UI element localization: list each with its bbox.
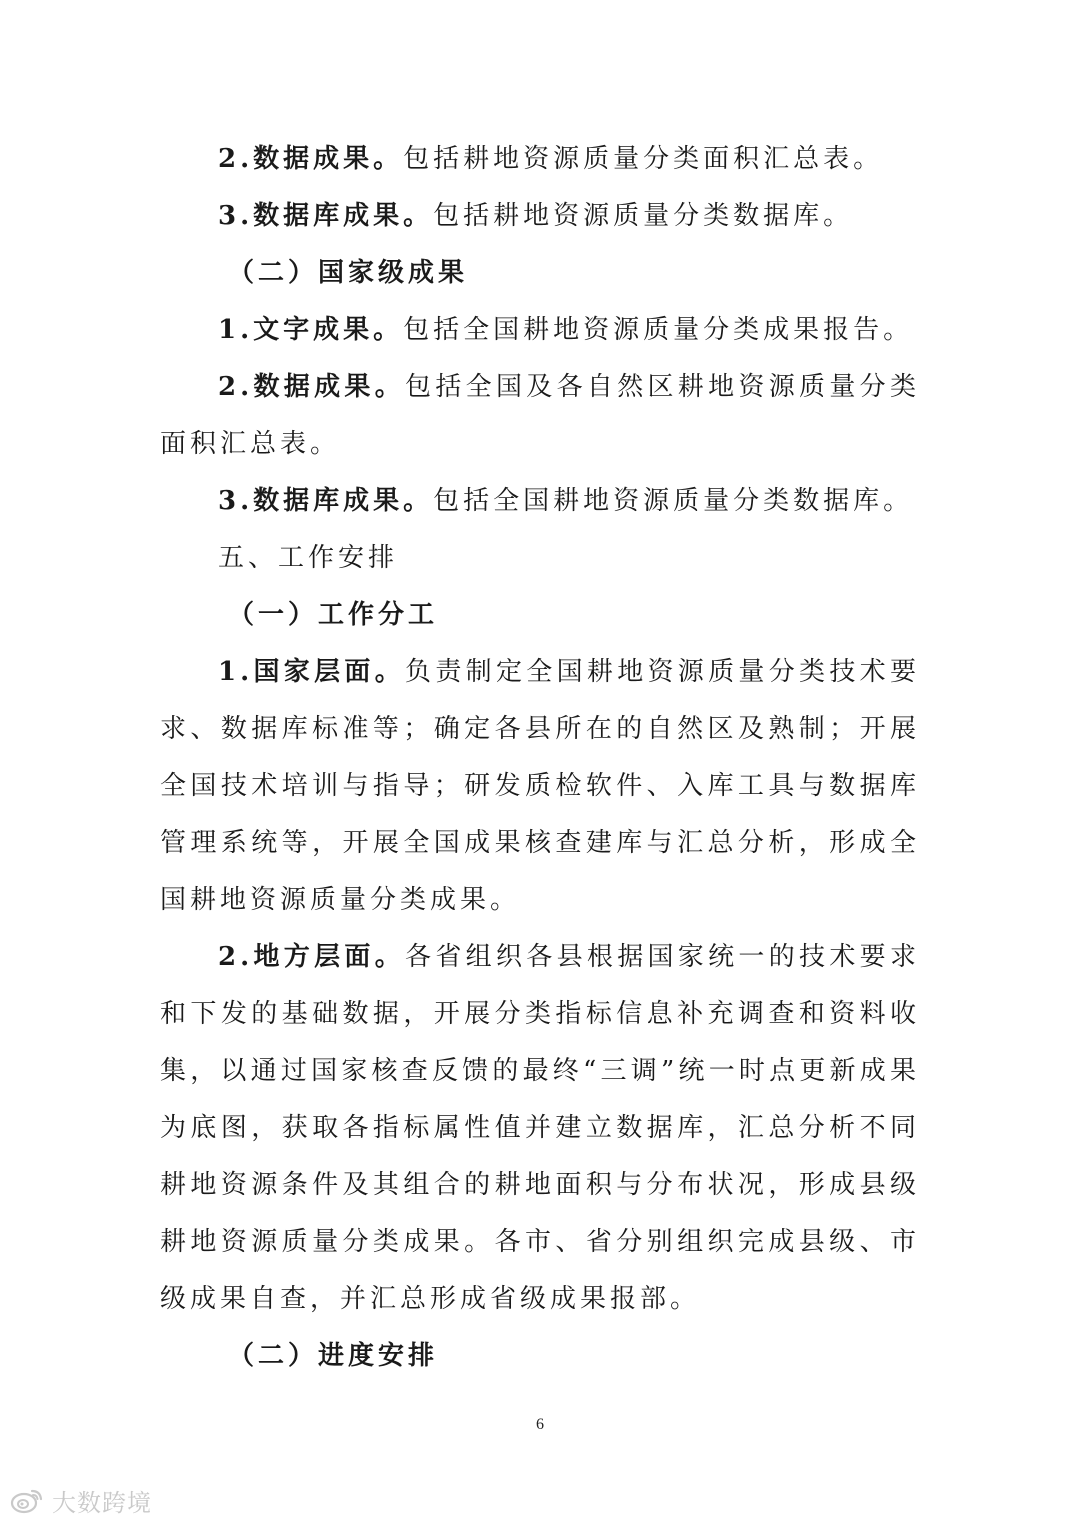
watermark-text: 大数跨境 — [52, 1488, 152, 1517]
paragraph-text: 包括耕地资源质量分类数据库。 — [433, 201, 854, 231]
paragraph-text: 包括耕地资源质量分类面积汇总表。 — [403, 144, 884, 174]
paragraph-lead: 1.国家层面。 — [218, 657, 406, 687]
paragraph-lead: 1.文字成果。 — [218, 315, 404, 345]
section-heading-work-arrangement: 五、工作安排 — [218, 543, 399, 573]
document-body — [160, 131, 920, 1385]
paragraph-text: 包括全国及各自然区耕地资源质量分类面积汇总表。 — [160, 372, 920, 459]
paragraph-national-level — [160, 644, 920, 929]
paragraph-lead: 2.数据成果。 — [218, 144, 404, 174]
paragraph-national-database-results — [160, 473, 920, 530]
paragraph-lead: 3.数据库成果。 — [218, 201, 434, 231]
paragraph-text: 各省组织各县根据国家统一的技术要求和下发的基础数据，开展分类指标信息补充调查和资料收集，以通过国家核查反馈的最终“三调”统一时点更新成果为底图，获取各指标属性值并建立数据库，汇总分析不同耕地资源条件及其组合的耕地面积与分布状况，形成县级耕地资源质量分类成果。各市、省分别组织完成县级、市级成果自查，并汇总形成省级成果报部。 — [160, 942, 920, 1314]
section-heading-schedule: （二）进度安排 — [228, 1341, 439, 1371]
paragraph-text: 负责制定全国耕地资源质量分类技术要求、数据库标准等；确定各县所在的自然区及熟制；开展全国技术培训与指导；研发质检软件、入库工具与数据库管理系统等，开展全国成果核查建库与汇总分析，形成全国耕地资源质量分类成果。 — [160, 657, 920, 915]
paragraph-text: 包括全国耕地资源质量分类成果报告。 — [403, 315, 914, 345]
watermark — [10, 1483, 152, 1517]
section-heading-national-results: （二）国家级成果 — [228, 258, 469, 288]
weibo-logo-icon — [10, 1485, 44, 1515]
paragraph-database-results — [160, 188, 920, 245]
section-heading-division-of-work: （一）工作分工 — [228, 600, 439, 630]
paragraph-data-results — [160, 131, 920, 188]
paragraph-text: 包括全国耕地资源质量分类数据库。 — [433, 486, 914, 516]
paragraph-national-data-results — [160, 359, 920, 473]
page-number: 6 — [536, 1416, 544, 1433]
paragraph-lead: 2.数据成果。 — [218, 372, 406, 402]
paragraph-lead: 2.地方层面。 — [218, 942, 406, 972]
paragraph-text-results — [160, 302, 920, 359]
paragraph-lead: 3.数据库成果。 — [218, 486, 434, 516]
paragraph-local-level — [160, 929, 920, 1328]
